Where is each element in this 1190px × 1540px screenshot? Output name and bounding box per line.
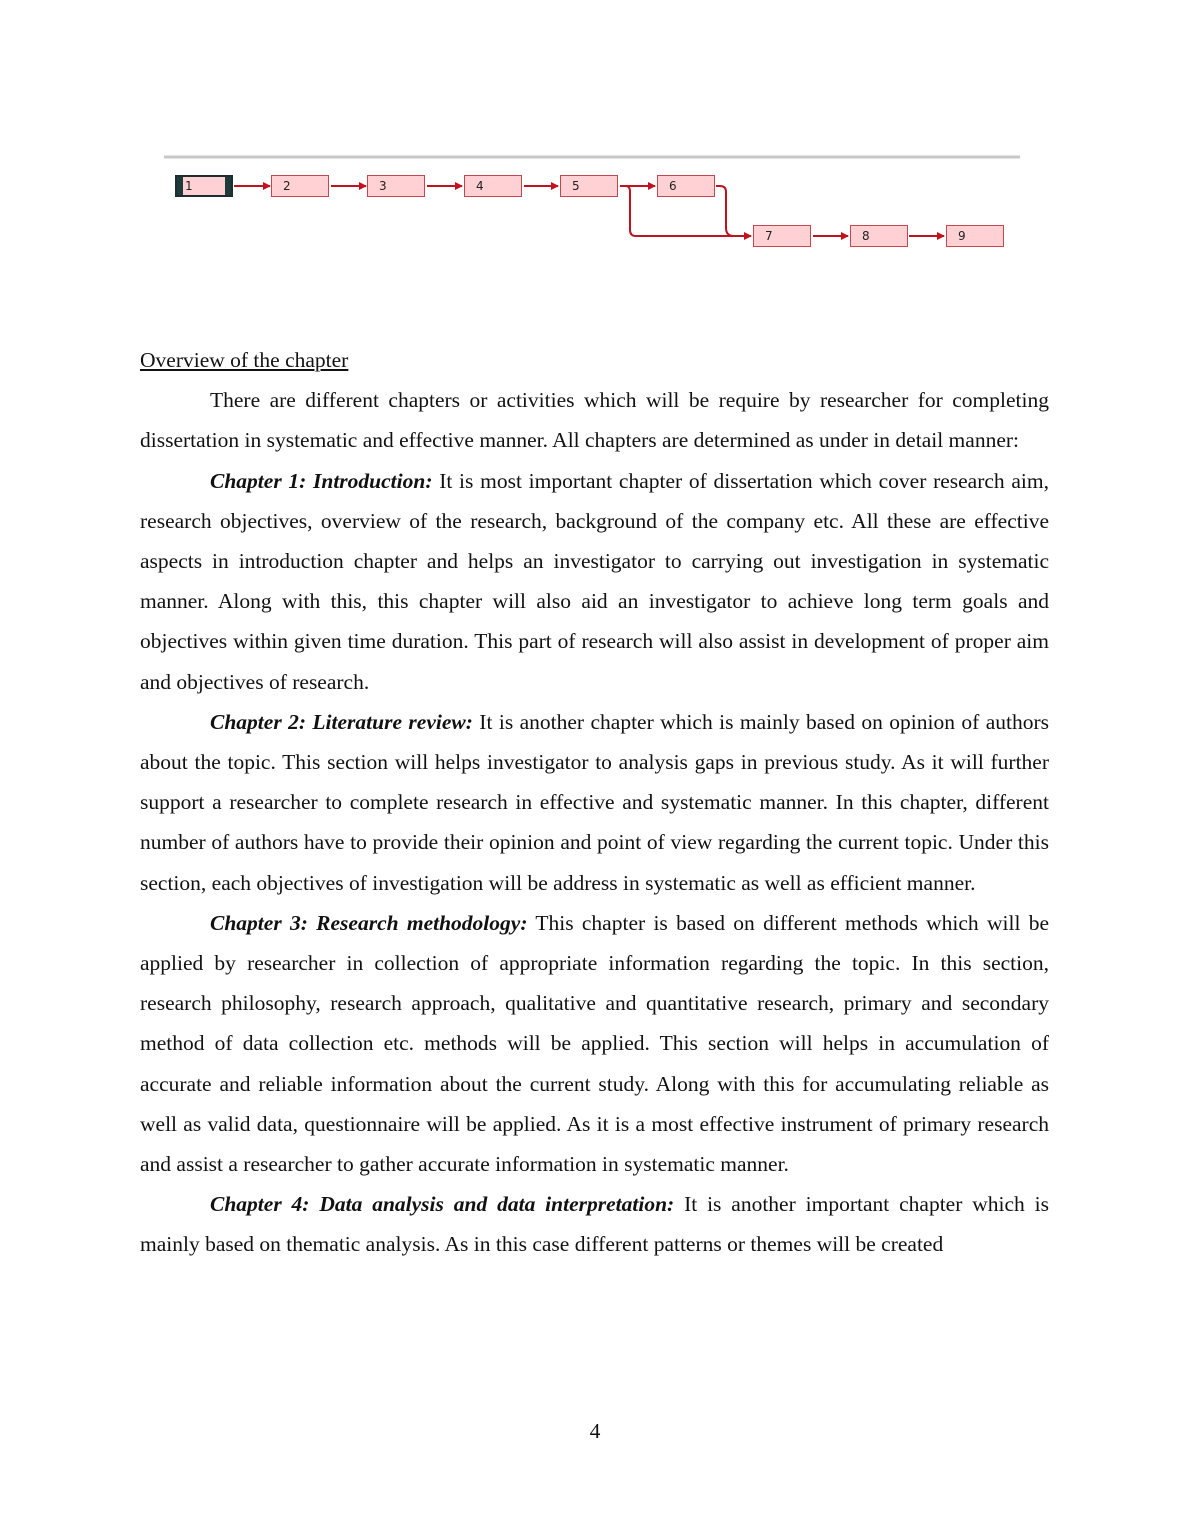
flow-node-5[interactable]: 5 [560,175,618,197]
flow-node-2[interactable]: 2 [271,175,329,197]
document-body [140,340,1049,1265]
chapter-3-text: This chapter is based on different methods which will be applied by researcher in collection of appropriate information regarding the topic. In this section, research philosophy, research approach, qualitative and quantitative research, primary and secondary method of data collection etc. methods will be applied. This section will helps in accumulation of accurate and reliable information about the current study. Along with this for accumulating reliable as well as valid data, questionnaire will be applied. As it is a most effective instrument of primary research and assist a researcher to gather accurate information in systematic manner. [140,910,1049,1177]
chapter-4-title: Chapter 4: Data analysis and data interpretation: [210,1192,675,1217]
flow-node-6[interactable]: 6 [657,175,715,197]
arrow-6-7 [716,186,751,236]
flow-node-3[interactable]: 3 [367,175,425,197]
chapter-3-title: Chapter 3: Research methodology: [210,910,528,935]
section-heading: Overview of the chapter [140,348,349,372]
chapter-1-title: Chapter 1: Introduction: [210,468,433,493]
chapter-2-title: Chapter 2: Literature review: [210,709,473,734]
flow-node-8[interactable]: 8 [850,225,908,247]
chapter-1-paragraph [140,461,1049,702]
chapter-4-paragraph [140,1184,1049,1264]
intro-paragraph: There are different chapters or activities which will be require by researcher for completing dissertation in systematic and effective manner. All chapters are determined as under in detail manner: [140,388,1049,453]
chapter-1-text: It is most important chapter of dissertation which cover research aim, research objectives, overview of the research, background of the company etc. All these are effective aspects in introduction chapter and helps an investigator to carrying out investigation in systematic manner. Along with this, this chapter will also aid an investigator to achieve long term goals and objectives within given time duration. This part of research will also assist in development of proper aim and objectives of research. [140,468,1049,694]
chapter-flow-diagram [160,150,1030,260]
flow-node-4[interactable]: 4 [464,175,522,197]
chapter-2-text: It is another chapter which is mainly based on opinion of authors about the topic. This section will helps investigator to analysis gaps in previous study. As it will further support a researcher to complete research in effective and systematic manner. In this chapter, different number of authors have to provide their opinion and point of view regarding the current topic. Under this section, each objectives of investigation will be address in systematic as well as efficient manner. [140,709,1050,895]
chapter-3-paragraph [140,903,1049,1184]
chapter-2-paragraph [140,702,1049,903]
flow-node-1[interactable]: 1 [175,175,233,197]
flow-node-7[interactable]: 7 [753,225,811,247]
flow-node-9[interactable]: 9 [946,225,1004,247]
page-number: 4 [589,1419,601,1443]
chapter-4-text: It is another important chapter which is mainly based on thematic analysis. As in this case different patterns or themes will be created [140,1192,1049,1257]
